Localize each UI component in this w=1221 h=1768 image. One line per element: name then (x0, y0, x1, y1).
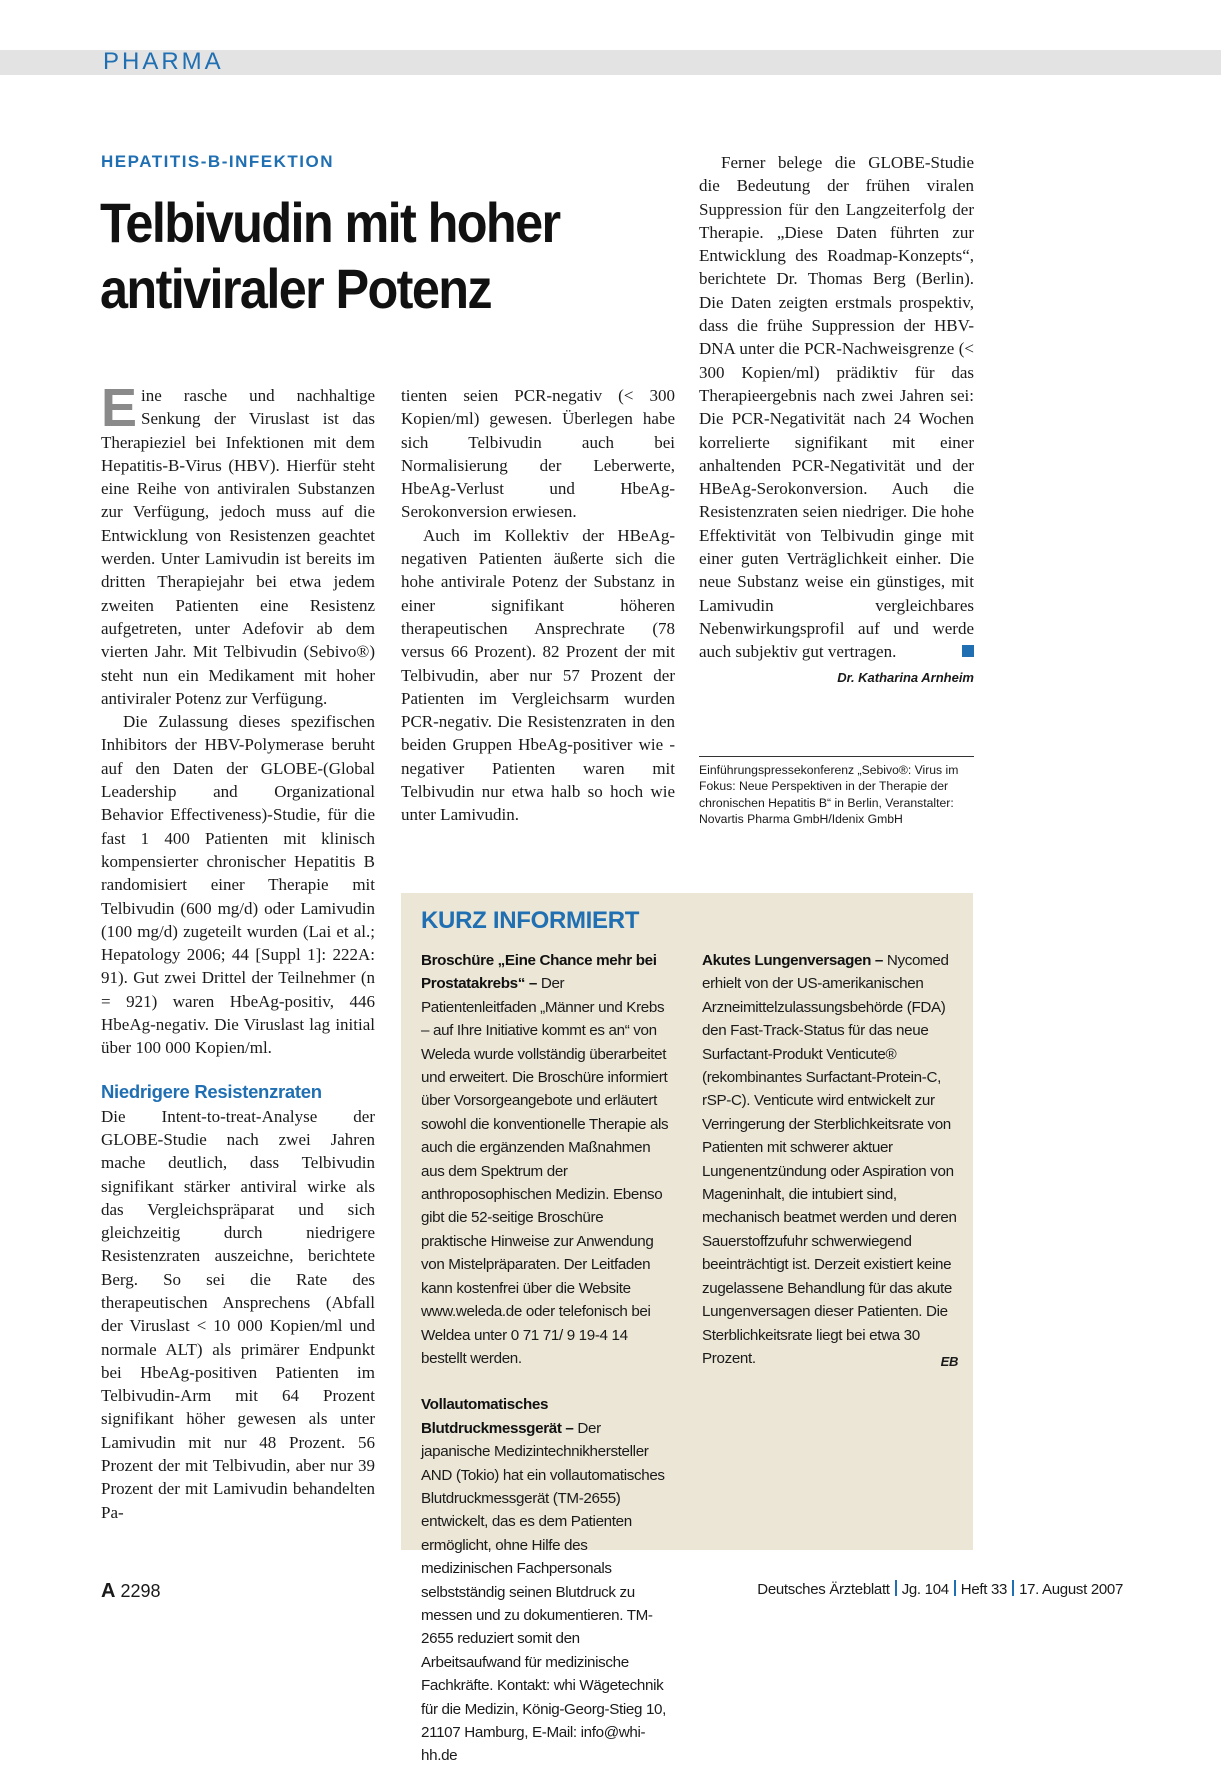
journal-date: 17. August 2007 (1019, 1581, 1123, 1598)
news-item-blutdruck-text: Der japanische Medizintechnikhersteller AND (Tokio) hat ein vollautomatisches Blutdruckmessgerät (TM-2655) entwickelt, das es dem Patienten ermöglicht, ohne Hilfe des medizinischen Fachpersonals selbstständig seinen Blutdruck zu messen und zu dokumentieren. TM-2655 reduziert somit den Arbeitsaufwand für medizinische Fachkräfte. Kontakt: whi Wägetechnik für die Medizin, König-Georg-Stieg 10, 21107 Hamburg, E-Mail: info@whi-hh.de (421, 1419, 667, 1765)
journal-footer (757, 1580, 1123, 1598)
author-byline: Dr. Katharina Arnheim (837, 669, 974, 685)
article-column-2 (401, 384, 675, 827)
paragraph-intro (101, 378, 375, 710)
subheading-resistenzraten: Niedrigere Resistenzraten (101, 1080, 322, 1102)
news-item-blutdruck-lead: Vollautomatisches Blutdruckmessgerät – (421, 1396, 574, 1437)
infobox-column-1 (421, 949, 671, 1768)
footer-separator (895, 1580, 897, 1596)
drop-cap: E (101, 378, 138, 438)
news-item-broschuere-lead: Broschüre „Eine Chance mehr bei Prostatakrebs“ – (421, 952, 657, 993)
article-column-3 (699, 151, 974, 689)
end-mark-icon (962, 645, 974, 657)
page-number (101, 1580, 161, 1603)
news-item-lungenversagen (702, 949, 958, 1370)
paragraph-hbeag-negative: Auch im Kollektiv der HBeAg-negativen Patienten äußerte sich die hohe antivirale Potenz der Substanz in einer signifikant höheren therapeutischen Ansprechrate (78 versus 66 Prozent). 82 Prozent der mit Telbivudin, aber nur 57 Prozent der Patienten im Vergleichsarm wurden PCR-negativ. Die Resistenzraten in den beiden Gruppen HbeAg-positiver wie -negativer Patienten waren mit Telbivudin nur etwa halb so hoch wie unter Lamivudin. (401, 525, 675, 825)
page-number-value: 2298 (120, 1581, 161, 1601)
paragraph-roadmap (699, 151, 974, 664)
news-item-broschuere-text: Der Patientenleitfaden „Männer und Krebs – auf Ihre Initiative kommt es an“ von Weleda wurde vollständig überarbeitet und erweitert. Die Broschüre informiert über Vorsorgeangebote und erläutert sowohl die konventionelle Therapie als auch die ergänzenden Maßnahmen aus dem Spektrum der anthroposophischen Medizin. Ebenso gibt die 52-seitige Broschüre praktische Hinweise zur Anwendung von Mistelpräparaten. Der Leitfaden kann kostenfrei über die Website www.weleda.de oder telefonisch bei Weldea unter 0 71 71/ 9 19-4 14 bestellt werden. (421, 975, 669, 1367)
paragraph-globe: Die Zulassung dieses spezifischen Inhibitors der HBV-Polymerase beruht auf den Daten der GLOBE-(Global Leadership and Organizational Behavior Effectiveness)-Studie, für die fast 1 400 Patienten mit klinisch kompensierter chronischer Hepatitis B randomisiert einer Therapie mit Telbivudin (600 mg/d) oder Lamivudin (100 mg/d) zugeteilt wurden (Lai et al.; Hepatology 2006; 44 [Suppl 1]: 222A: 91). Gut zwei Drittel der Teilnehmer (n = 921) waren HbeAg-positiv, 446 HbeAg-negativ. Die Viruslast lag initial über 100 000 Kopien/ml. (101, 712, 375, 1058)
infobox-signature: EB (940, 1353, 958, 1369)
paragraph-roadmap-text: Ferner belege die GLOBE-Studie die Bedeutung der frühen viralen Suppression für den Langzeiterfolg der Therapie. „Diese Daten führten zur Entwicklung des Roadmap-Konzepts“, berichtete Dr. Thomas Berg (Berlin). Die Daten zeigten erstmals prospektiv, dass die frühe Suppression der HBV-DNA unter die PCR-Nachweisgrenze (< 300 Kopien/ml) prädiktiv für das Therapieergebnis nach zwei Jahren sei: Die PCR-Negativität nach 24 Wochen korrelierte signifikant mit einer anhaltenden PCR-Negativität und der HBeAg-Serokonversion. Auch die Resistenzraten seien niedriger. Die hohe Effektivität von Telbivudin ginge mit einer guten Verträglichkeit einher. Die neue Substanz weise ein günstiges, mit Lamivudin vergleichbares Nebenwirkungsprofil auf und werde auch subjektiv gut vertragen. (699, 153, 974, 662)
news-item-blutdruck (421, 1393, 671, 1768)
journal-name: Deutsches Ärzteblatt (757, 1581, 890, 1598)
source-divider (699, 756, 974, 757)
journal-issue: Heft 33 (960, 1581, 1008, 1598)
source-note: Einführungspressekonferenz „Sebivo®: Virus im Fokus: Neue Perspektiven in der Therapie der chronischen Hepatitis B“ in Berlin, Veranstalter: Novartis Pharma GmbH/Idenix GmbH (699, 763, 959, 827)
infobox-title: KURZ INFORMIERT (421, 907, 640, 934)
page-prefix: A (101, 1580, 116, 1602)
infobox-column-2 (702, 949, 958, 1373)
news-item-lungenversagen-lead: Akutes Lungenversagen – (702, 952, 884, 969)
news-item-lungenversagen-text: Nycomed erhielt von der US-amerikanischen Arzneimittelzulassungsbehörde (FDA) den Fast-Track-Status für das neue Surfactant-Produkt Venticute® (rekombinantes Surfactant-Protein-C, rSP-C). Venticute wird entwickelt zur Verringerung der Sterblichkeitsrate von Patienten mit schwerer aktuer Lungenentzündung oder Aspiration von Mageninhalt, die intubiert sind, mechanisch beatmet werden und deren Sauerstoffzufuhr schwerwiegend beeinträchtigt ist. Derzeit existiert keine zugelassene Behandlung für das akute Lungenversagen dieser Patienten. Die Sterblichkeitsrate liegt bei etwa 30 Prozent. (702, 952, 957, 1367)
footer-separator (1012, 1580, 1014, 1596)
paragraph-intro-text: ine rasche und nachhaltige Senkung der Viruslast ist das Therapieziel bei Infektionen mit dem Hepatitis-B-Virus (HBV). Hierfür steht eine Reihe von antiviralen Substanzen zur Verfügung, jedoch muss auf die Entwicklung von Resistenzen geachtet werden. Unter Lamivudin ist bereits im dritten Therapiejahr bei etwa jedem zweiten Patienten eine Resistenz aufgetreten, unter Adefovir ab dem vierten Jahr. Mit Telbivudin (Sebivo®) steht nun ein Medikament mit hoher antiviraler Potenz zur Verfügung. (101, 386, 375, 708)
article-title: Telbivudin mit hoher antiviraler Potenz (100, 191, 560, 320)
footer-separator (954, 1580, 956, 1596)
article-column-1 (101, 378, 375, 1524)
journal-volume: Jg. 104 (901, 1581, 949, 1598)
news-item-broschuere (421, 949, 671, 1370)
paragraph-pcr: tienten seien PCR-negativ (< 300 Kopien/ml) gewesen. Überlegen habe sich Telbivudin auch bei Normalisierung der Leberwerte, HbeAg-Verlust und HbeAg-Serokonversion erwiesen. (401, 386, 675, 522)
article-kicker: HEPATITIS-B-INFEKTION (101, 152, 334, 171)
paragraph-analysis: Die Intent-to-treat-Analyse der GLOBE-Studie nach zwei Jahren mache deutlich, dass Telbivudin signifikant stärker antiviral wirke als das Vergleichspräparat und sich gleichzeitig durch niedrigere Resistenzraten auszeichne, berichtete Berg. So sei die Rate des therapeutischen Ansprechens (Abfall der Viruslast < 10 000 Kopien/ml und normale ALT) als primärer Endpunkt bei HbeAg-positiven Patienten im Telbivudin-Arm mit 64 Prozent signifikant höher gewesen als unter Lamivudin mit nur 48 Prozent. 56 Prozent der mit Telbivudin, aber nur 39 Prozent der mit Lamivudin behandelten Pa- (101, 1106, 375, 1522)
section-label: PHARMA (103, 48, 224, 75)
